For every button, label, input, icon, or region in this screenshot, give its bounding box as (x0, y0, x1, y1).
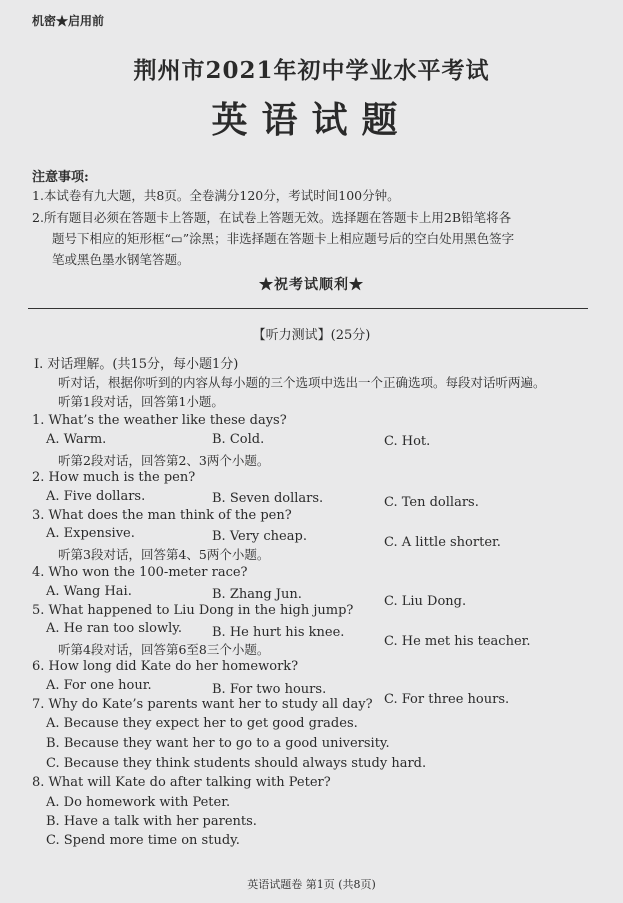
option-c: C. He met his teacher. (384, 634, 531, 649)
section-title: 【听力测试】(25分) (252, 328, 371, 343)
dialog-instruction: 听第4段对话，回答第6至8三个小题。 (58, 642, 270, 657)
option-a: A. Wang Hai. (46, 584, 132, 599)
question-text: 2. How much is the pen? (32, 470, 196, 485)
option-a: A. Five dollars. (46, 489, 146, 504)
option-c: C. Liu Dong. (384, 594, 467, 609)
question-text: 1. What’s the weather like these days? (32, 413, 287, 428)
question-text: 7. Why do Kate’s parents want her to study all day? (32, 697, 373, 712)
instruction-text: 听对话，根据你听到的内容从每小题的三个选项中选出一个正确选项。每段对话听两遍。 (58, 375, 546, 390)
exam-subtitle: 英语试题 (211, 99, 412, 141)
question-text: 3. What does the man think of the pen? (32, 508, 292, 523)
option-b: B. For two hours. (212, 682, 327, 697)
part-heading: Ⅰ. 对话理解。(共15分，每小题1分) (34, 357, 239, 372)
option-b: B. Cold. (212, 432, 265, 447)
question-text: 4. Who won the 100-meter race? (32, 565, 248, 580)
option-b: B. He hurt his knee. (212, 625, 345, 640)
option-b: B. Have a talk with her parents. (46, 814, 257, 829)
instruction-text: 听第1段对话，回答第1小题。 (58, 394, 224, 409)
option-a: A. Warm. (46, 432, 107, 447)
question-text: 6. How long did Kate do her homework? (32, 659, 299, 674)
note-item-2: 2.所有题目必须在答题卡上答题，在试卷上答题无效。选择题在答题卡上用2B铅笔将各 (32, 210, 512, 225)
note-item-1: 1.本试卷有九大题，共8页。全卷满分120分，考试时间100分钟。 (32, 188, 400, 203)
option-b: B. Seven dollars. (212, 491, 324, 506)
option-c: C. Hot. (384, 434, 431, 449)
question-text: 8. What will Kate do after talking with Peter? (32, 775, 331, 790)
option-a: A. He ran too slowly. (46, 621, 182, 636)
confidential-label: 机密★启用前 (32, 14, 105, 28)
option-b: B. Zhang Jun. (212, 587, 302, 602)
option-a: A. Because they expect her to get good grades. (46, 716, 358, 731)
note-item-2-cont: 题号下相应的矩形框“▭”涂黑；非选择题在答题卡上相应题号后的空白处用黑色签字 (52, 231, 515, 246)
notes-heading: 注意事项: (32, 170, 89, 185)
dialog-instruction: 听第3段对话，回答第4、5两个小题。 (58, 547, 270, 562)
option-a: A. For one hour. (46, 678, 152, 693)
option-a: A. Do homework with Peter. (46, 795, 231, 810)
option-c: C. Because they think students should always study hard. (46, 756, 427, 771)
option-c: C. A little shorter. (384, 535, 501, 550)
option-c: C. Spend more time on study. (46, 833, 240, 848)
divider (28, 308, 588, 309)
page-footer: 英语试题卷 第1页 (共8页) (247, 878, 376, 891)
exam-title: 荆州市2021年初中学业水平考试 (133, 57, 490, 84)
dialog-instruction: 听第2段对话，回答第2、3两个小题。 (58, 453, 270, 468)
option-b: B. Because they want her to go to a good university. (46, 736, 390, 751)
note-item-2-cont: 笔或黑色墨水钢笔答题。 (52, 252, 190, 267)
option-c: C. Ten dollars. (384, 495, 479, 510)
option-a: A. Expensive. (46, 526, 135, 541)
question-text: 5. What happened to Liu Dong in the high jump? (32, 603, 354, 618)
option-c: C. For three hours. (384, 692, 510, 707)
option-b: B. Very cheap. (212, 529, 307, 544)
good-luck-banner: ★祝考试顺利★ (259, 277, 364, 293)
